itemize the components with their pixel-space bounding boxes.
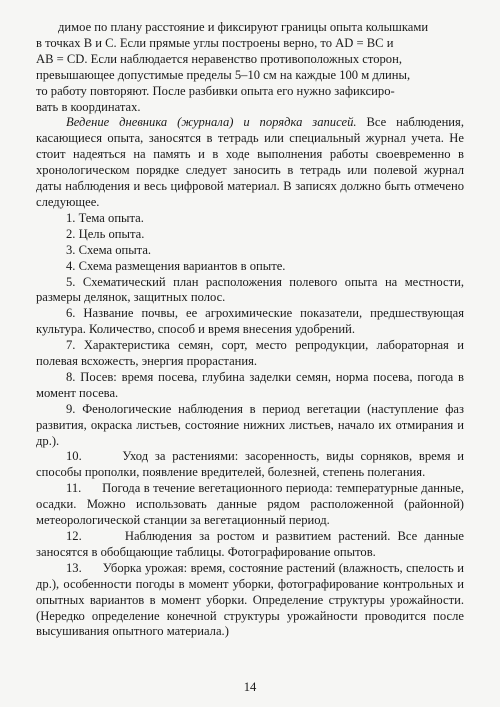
list-item: 5. Схематический план расположения полевого опыта на местности, размеры делянок, защитных полос. bbox=[36, 274, 464, 305]
diary-paragraph bbox=[36, 115, 464, 210]
list-item: 3. Схема опыта. bbox=[66, 242, 152, 257]
intro-line: превышающее допустимые пределы 5–10 см на каждые 100 м длины, bbox=[36, 67, 411, 82]
list-item: 8. Посев: время посева, глубина заделки семян, норма посева, погода в момент посева. bbox=[36, 369, 464, 400]
list-item: 9. Фенологические наблюдения в период вегетации (наступление фаз развития, окраска листьев, состояние нижних листьев, начало их отмирания и др.). bbox=[36, 401, 464, 448]
list-item: 12. Наблюдения за ростом и развитием растений. Все данные заносятся в обобщающие таблицы. Фотографирование опытов. bbox=[36, 529, 468, 559]
list-item: 2. Цель опыта. bbox=[66, 226, 145, 241]
list-item: 10. Уход за растениями: засоренность, виды сорняков, время и способы прополки, появление вредителей, болезней, степень полегания. bbox=[36, 449, 468, 480]
intro-line: вать в координатах. bbox=[36, 99, 141, 114]
list-item: 11. Погода в течение вегетационного периода: температурные данные, осадки. Можно использовать данные рядом расположенной (районной) метеорологической станции за вегетационный период. bbox=[36, 481, 468, 528]
page-number: 14 bbox=[243, 680, 257, 694]
list-item: 4. Схема размещения вариантов в опыте. bbox=[66, 258, 286, 273]
list-item: 13. Уборка урожая: время, состояние растений (влажность, спелость и др.), особенности погоды в момент уборки, фотографирование контрольных и опытных вариантов в момент уборки. Определение структуры урожайности. (Нередко определение конечной структуры урожайности проводится после высушивания опытного материала.) bbox=[36, 560, 468, 639]
intro-line: то работу повторяют. После разбивки опыта его нужно зафиксиро- bbox=[36, 83, 395, 98]
list-item: 6. Название почвы, ее агрохимические показатели, предшествующая культура. Количество, способ и время внесения удобрений. bbox=[36, 306, 464, 337]
diary-lead: Ведение дневника (журнала) и порядка записей. bbox=[66, 115, 357, 130]
intro-line: в точках B и C. Если прямые углы построены верно, то AD = BC и bbox=[36, 35, 394, 50]
list-item: 1. Тема опыта. bbox=[66, 210, 144, 225]
diary-text: Все наблюдения, касающиеся опыта, заносятся в тетрадь или специальный журнал учета. Не стоит надеяться на память и в ходе выполнения работы своевременно в хронологическом порядке следует заносить в тетрадь или полевой журнал даты наблюдения и весь цифровой материал. В записях должно быть отмечено следующее. bbox=[36, 115, 464, 209]
intro-line: димое по плану расстояние и фиксируют границы опыта колышками bbox=[58, 20, 429, 34]
intro-line: AB = CD. Если наблюдается неравенство противоположных сторон, bbox=[36, 51, 402, 66]
list-item: 7. Характеристика семян, сорт, место репродукции, лабораторная и полевая всхожесть, энергия прорастания. bbox=[36, 338, 464, 369]
body-text bbox=[36, 20, 468, 640]
